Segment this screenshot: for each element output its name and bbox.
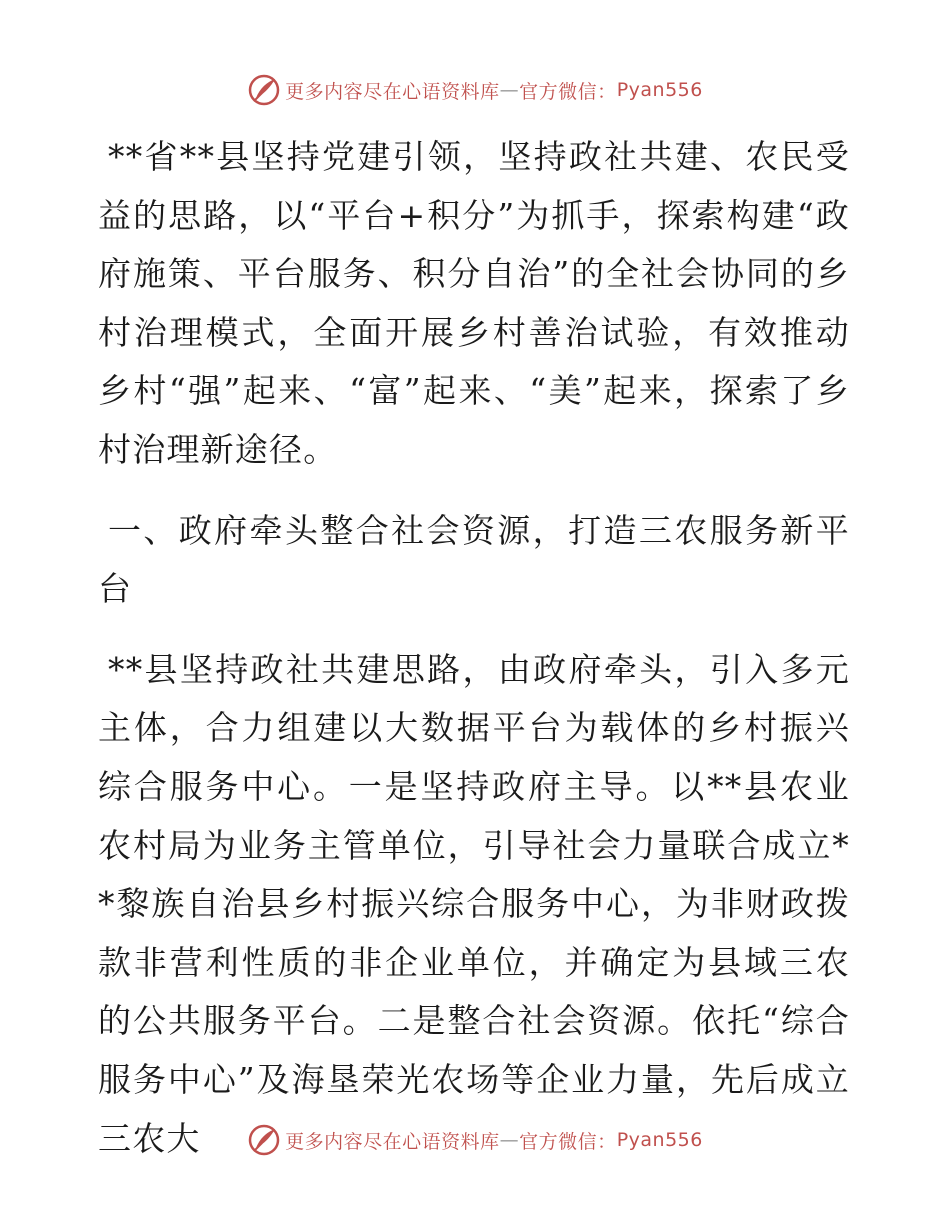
watermark-header	[0, 70, 950, 110]
watermark-contact: 官方微信：	[519, 80, 617, 103]
watermark-id: Pyan556	[616, 1129, 703, 1151]
watermark-id: Pyan556	[616, 79, 703, 101]
watermark-text: 更多内容尽在心语资料库	[285, 80, 500, 103]
document-body	[98, 128, 850, 1168]
feather-pen-icon	[247, 73, 281, 107]
paragraph-intro: **省**县坚持党建引领，坚持政社共建、农民受益的思路，以“平台+积分”为抓手，探索构建“政府施策、平台服务、积分自治”的全社会协同的乡村治理模式，全面开展乡村善治试验，有效推动乡村“强”起来、“富”起来、“美”起来，探索了乡村治理新途径。	[98, 137, 850, 469]
feather-pen-icon	[247, 1123, 281, 1157]
watermark-contact: 官方微信：	[519, 1130, 617, 1153]
watermark-separator: —	[499, 79, 520, 101]
watermark-separator: —	[499, 1129, 520, 1151]
watermark-footer	[0, 1120, 950, 1160]
watermark-text: 更多内容尽在心语资料库	[285, 1130, 500, 1153]
section-heading: 一、政府牵头整合社会资源，打造三农服务新平台	[98, 510, 850, 609]
paragraph-section-1: **县坚持政社共建思路，由政府牵头，引入多元主体，合力组建以大数据平台为载体的乡村振兴综合服务中心。一是坚持政府主导。以**县农业农村局为业务主管单位，引导社会力量联合成立**黎族自治县乡村振兴综合服务中心，为非财政拨款非营利性质的非企业单位，并确定为县域三农的公共服务平台。二是整合社会资源。依托“综合服务中心”及海垦荣光农场等企业力量，先后成立三农大	[98, 649, 850, 1158]
